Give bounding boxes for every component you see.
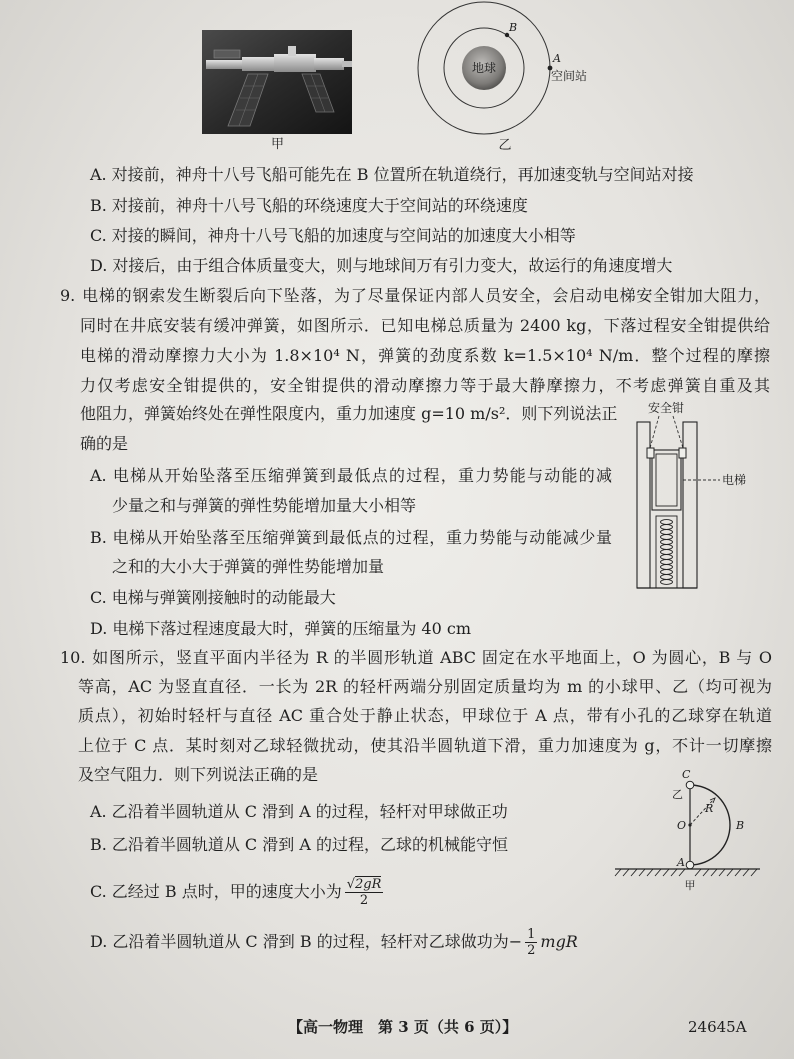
option-text: 对接前，神舟十八号飞船的环绕速度大于空间站的环绕速度 xyxy=(111,196,528,215)
left-shaft-wall xyxy=(637,422,650,588)
option-text: 乙经过 B 点时，甲的速度大小为 xyxy=(111,882,342,901)
option-label: B. xyxy=(90,528,107,547)
left-safety-clamp xyxy=(647,448,654,458)
elevator-diagram xyxy=(625,398,755,598)
buffer-housing xyxy=(656,516,677,588)
q8-option-d xyxy=(90,255,672,277)
radius-label: R xyxy=(705,802,714,815)
elevator-label: 电梯 xyxy=(722,473,747,487)
q9-option-b-line-2: 之和的大小大于弹簧的弹性势能增加量 xyxy=(112,557,385,576)
point-c-label: C xyxy=(682,768,691,781)
q10-option-a xyxy=(90,801,508,823)
clamp-pointer-lines xyxy=(650,416,683,448)
q9-option-a-line-1 xyxy=(90,465,612,487)
space-station-photo xyxy=(202,30,352,134)
fraction-denominator: 2 xyxy=(359,893,369,908)
q9-stem-line-5: 他阻力，弹簧始终处在弹性限度内，重力加速度 g=10 m/s²．则下列说法正 xyxy=(80,404,618,423)
minus-sign: − xyxy=(508,932,523,951)
ball-jia xyxy=(686,861,694,869)
q9-stem-line-2: 同时在井底安装有缓冲弹簧，如图所示．已知电梯总质量为 2400 kg，下落过程安全钳提供给 xyxy=(80,316,770,335)
option-label: A. xyxy=(90,802,107,821)
ball-yi xyxy=(686,781,694,789)
fraction-numerator: 1 xyxy=(527,927,536,942)
orbit-diagram xyxy=(410,0,610,155)
q8-option-c xyxy=(90,225,576,247)
option-text: 电梯从开始坠落至压缩弹簧到最低点的过程，重力势能与动能减少量 xyxy=(111,528,612,547)
stem-text: 如图所示，竖直平面内半径为 R 的半圆形轨道 ABC 固定在水平地面上，O 为圆心，B 与 O xyxy=(91,648,772,667)
option-text: 乙沿着半圆轨道从 C 滑到 A 的过程，乙球的机械能守恒 xyxy=(111,835,508,854)
ball-yi-label: 乙 xyxy=(672,788,683,801)
q8-option-a xyxy=(90,164,694,186)
buffer-spring xyxy=(661,520,673,585)
point-a-label: A xyxy=(677,856,685,869)
point-b-label: B xyxy=(509,21,518,34)
option-label: A. xyxy=(90,165,107,184)
q8-option-b xyxy=(90,195,528,217)
option-label: D. xyxy=(90,932,108,951)
ground-hatching xyxy=(615,869,757,876)
figure-yi-caption: 乙 xyxy=(498,138,512,153)
radicand: 2gR xyxy=(355,877,382,892)
work-expression: mgR xyxy=(540,932,578,951)
station-label: 空间站 xyxy=(551,69,588,83)
question-number: 9. xyxy=(60,286,76,305)
q9-stem-line-3: 电梯的滑动摩擦力大小为 1.8×10⁴ N，弹簧的劲度系数 k=1.5×10⁴ N/m．整个过程的摩擦 xyxy=(80,346,770,365)
q10-option-b xyxy=(90,834,508,856)
point-b-label: B xyxy=(736,819,745,832)
q9-option-a-line-2: 少量之和与弹簧的弹性势能增加量大小相等 xyxy=(112,496,417,515)
q10-stem-line-4: 上位于 C 点．某时刻对乙球轻微扰动，使其沿半圆轨道下滑，重力加速度为 g，不计一切摩擦 xyxy=(78,736,772,755)
elevator-car-inner xyxy=(656,454,677,506)
q10-stem-line-5: 及空气阻力．则下列说法正确的是 xyxy=(78,765,319,784)
option-text: 对接后，由于组合体质量变大，则与地球间万有引力变大，故运行的角速度增大 xyxy=(112,256,673,275)
q10-stem-line-3: 质点），初始时轻杆与直径 AC 重合处于静止状态，甲球位于 A 点，带有小孔的乙球穿在轨道 xyxy=(78,706,772,725)
option-label: C. xyxy=(90,588,107,607)
option-label: B. xyxy=(90,835,107,854)
q10-option-c xyxy=(90,877,386,908)
option-label: D. xyxy=(90,619,108,638)
option-text: 乙沿着半圆轨道从 C 滑到 B 的过程，轻杆对乙球做功为 xyxy=(112,932,509,951)
semicircle-track xyxy=(690,785,730,865)
question-number: 10. xyxy=(60,648,86,667)
q10-stem-line-2: 等高，AC 为竖直直径．一长为 2R 的轻杆两端分别固定质量均为 m 的小球甲、乙（均可视为 xyxy=(78,677,772,696)
fraction-numerator xyxy=(345,877,384,893)
option-text: 对接前，神舟十八号飞船可能先在 B 位置所在轨道绕行，再加速变轨与空间站对接 xyxy=(111,165,694,184)
option-label: C. xyxy=(90,226,107,245)
option-label: D. xyxy=(90,256,108,275)
page-footer-info: 【高一物理 第 3 页（共 6 页）】 xyxy=(288,1018,518,1036)
work-fraction xyxy=(525,927,537,958)
option-text: 电梯与弹簧刚接触时的动能最大 xyxy=(111,588,336,607)
radical-sign: √ xyxy=(346,877,355,892)
semicircle-track-diagram xyxy=(610,765,770,895)
q10-stem-line-1 xyxy=(60,647,772,669)
q9-stem-line-1 xyxy=(60,285,770,307)
paper-code: 24645A xyxy=(688,1018,747,1036)
q9-option-b-line-1 xyxy=(90,527,612,549)
point-a-label: A xyxy=(553,52,561,65)
q9-option-d xyxy=(90,618,471,640)
option-label: B. xyxy=(90,196,107,215)
option-text: 电梯下落过程速度最大时，弹簧的压缩量为 40 cm xyxy=(112,619,472,638)
option-label: C. xyxy=(90,882,107,901)
right-safety-clamp xyxy=(679,448,686,458)
figure-jia-caption: 甲 xyxy=(271,137,285,152)
safety-clamp-label: 安全钳 xyxy=(647,401,685,415)
stem-text: 电梯的钢索发生断裂后向下坠落，为了尽量保证内部人员安全，会启动电梯安全钳加大阻力， xyxy=(81,286,770,305)
q9-stem-line-6: 确的是 xyxy=(80,434,129,453)
q9-option-c xyxy=(90,587,336,609)
fraction-denominator: 2 xyxy=(527,943,536,958)
option-text: 对接的瞬间，神舟十八号飞船的加速度与空间站的加速度大小相等 xyxy=(111,226,576,245)
option-label: A. xyxy=(90,466,107,485)
speed-fraction xyxy=(345,877,384,908)
option-text: 电梯从开始坠落至压缩弹簧到最低点的过程，重力势能与动能的减 xyxy=(111,466,612,485)
option-text: 乙沿着半圆轨道从 C 滑到 A 的过程，轻杆对甲球做正功 xyxy=(111,802,508,821)
right-shaft-wall xyxy=(683,422,697,588)
q10-option-d xyxy=(90,927,578,958)
q9-stem-line-4: 力仅考虑安全钳提供的，安全钳提供的滑动摩擦力等于最大静摩擦力，不考虑弹簧自重及其 xyxy=(80,376,770,395)
earth-label: 地球 xyxy=(471,61,497,75)
center-o-label: O xyxy=(677,819,687,832)
ball-jia-label: 甲 xyxy=(684,879,696,892)
